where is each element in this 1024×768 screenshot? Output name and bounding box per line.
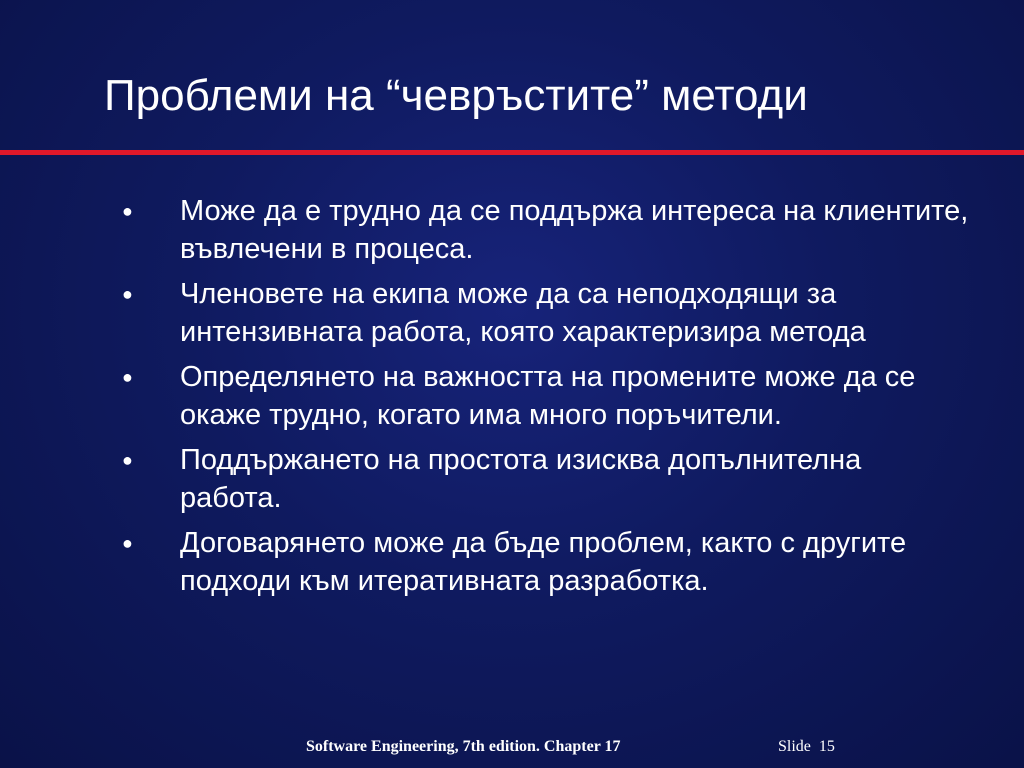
bullet-item <box>120 524 980 600</box>
bullet-item <box>120 441 980 517</box>
bullet-text: Договарянето може да бъде проблем, както с другите подходи към итеративната разработка. <box>180 527 907 597</box>
slide-number: 15 <box>818 738 835 755</box>
slide-title: Проблеми на “чевръстите” методи <box>104 71 808 120</box>
slide-label: Slide <box>778 738 811 755</box>
bullet-text: Поддържането на простота изисква допълнителна работа. <box>180 444 862 514</box>
bullet-dot-icon: ● <box>122 533 133 553</box>
bullet-dot-icon: ● <box>122 284 133 304</box>
bullet-text: Може да е трудно да се поддържа интереса на клиентите, въвлечени в процеса. <box>180 195 969 265</box>
bullet-dot-icon: ● <box>122 450 133 470</box>
bullet-dot-icon: ● <box>122 367 133 387</box>
bullet-list <box>120 192 980 607</box>
bullet-dot-icon: ● <box>122 201 133 221</box>
footer-slide-number <box>778 738 835 756</box>
footer-book-title: Software Engineering, 7th edition. Chapter 17 <box>306 738 621 755</box>
bullet-item <box>120 275 980 351</box>
bullet-item <box>120 192 980 268</box>
bullet-text: Членовете на екипа може да са неподходящи за интензивната работа, която характеризира метода <box>180 278 866 348</box>
bullet-item <box>120 358 980 434</box>
title-divider <box>0 150 1024 155</box>
bullet-text: Определянето на важността на промените може да се окаже трудно, когато има много поръчители. <box>180 361 916 431</box>
